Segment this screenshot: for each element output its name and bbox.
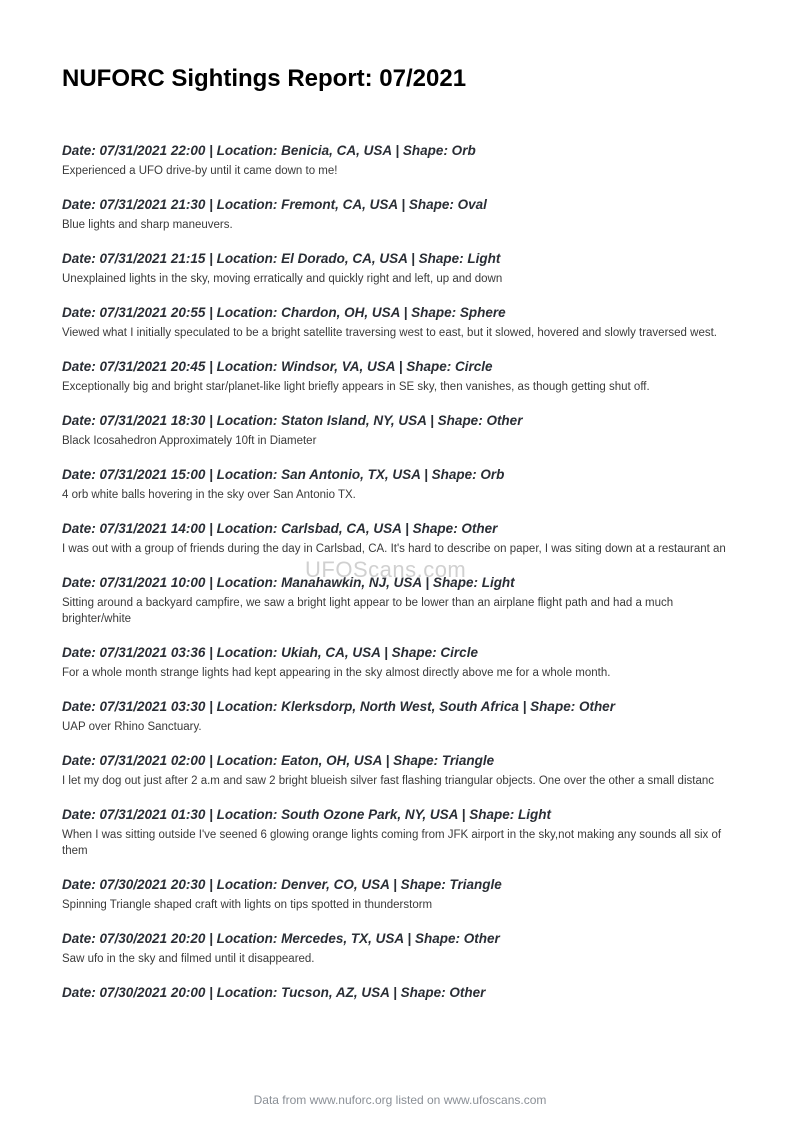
entry-description: Viewed what I initially speculated to be a bright satellite traversing west to east, but it slowed, hovered and slowly traversed west. — [62, 327, 717, 339]
page-footer: Data from www.nuforc.org listed on www.ufoscans.com — [253, 1093, 547, 1107]
entry-header: Date: 07/30/2021 20:20 | Location: Mercedes, TX, USA | Shape: Other — [62, 931, 500, 946]
entry-header: Date: 07/31/2021 18:30 | Location: Staton Island, NY, USA | Shape: Other — [62, 413, 523, 428]
entry-header: Date: 07/31/2021 01:30 | Location: South Ozone Park, NY, USA | Shape: Light — [62, 807, 551, 822]
entry-description: When I was sitting outside I've seened 6 glowing orange lights coming from JFK airport in the sky,not making any sounds all six of them — [62, 829, 722, 857]
list-item — [62, 412, 738, 449]
list-item — [62, 304, 738, 341]
entry-header: Date: 07/31/2021 21:30 | Location: Fremont, CA, USA | Shape: Oval — [62, 197, 487, 212]
entry-description: I was out with a group of friends during the day in Carlsbad, CA. It's hard to describe on paper, I was siting down at a restaurant an — [62, 543, 726, 555]
entry-description: 4 orb white balls hovering in the sky over San Antonio TX. — [62, 489, 356, 501]
list-item — [62, 358, 738, 395]
sightings-list — [62, 142, 738, 1019]
list-item — [62, 876, 738, 913]
list-item — [62, 644, 738, 681]
list-item — [62, 752, 738, 789]
entry-description: Unexplained lights in the sky, moving erratically and quickly right and left, up and down — [62, 273, 503, 285]
entry-header: Date: 07/31/2021 21:15 | Location: El Dorado, CA, USA | Shape: Light — [62, 251, 501, 266]
entry-description: Saw ufo in the sky and filmed until it disappeared. — [62, 953, 315, 965]
entry-description: UAP over Rhino Sanctuary. — [62, 721, 202, 733]
entry-description: Experienced a UFO drive-by until it came down to me! — [62, 165, 338, 177]
entry-header: Date: 07/30/2021 20:30 | Location: Denver, CO, USA | Shape: Triangle — [62, 877, 502, 892]
entry-description: Blue lights and sharp maneuvers. — [62, 219, 233, 231]
list-item — [62, 520, 738, 557]
entry-header: Date: 07/31/2021 15:00 | Location: San Antonio, TX, USA | Shape: Orb — [62, 467, 505, 482]
entry-description: Spinning Triangle shaped craft with lights on tips spotted in thunderstorm — [62, 899, 433, 911]
entry-header: Date: 07/31/2021 22:00 | Location: Benicia, CA, USA | Shape: Orb — [62, 143, 476, 158]
entry-header: Date: 07/31/2021 02:00 | Location: Eaton, OH, USA | Shape: Triangle — [62, 753, 495, 768]
entry-header: Date: 07/31/2021 10:00 | Location: Manahawkin, NJ, USA | Shape: Light — [62, 575, 515, 590]
list-item — [62, 250, 738, 287]
list-item — [62, 142, 738, 179]
entry-description: I let my dog out just after 2 a.m and saw 2 bright blueish silver fast flashing triangular objects. One over the other a small distanc — [62, 775, 714, 787]
list-item — [62, 574, 738, 627]
entry-description: Sitting around a backyard campfire, we saw a bright light appear to be lower than an airplane flight path and had a much brighter/white — [62, 597, 674, 625]
entry-description: Black Icosahedron Approximately 10ft in Diameter — [62, 435, 317, 447]
list-item — [62, 984, 738, 1002]
list-item — [62, 698, 738, 735]
entry-header: Date: 07/31/2021 20:45 | Location: Windsor, VA, USA | Shape: Circle — [62, 359, 493, 374]
entry-header: Date: 07/31/2021 03:36 | Location: Ukiah, CA, USA | Shape: Circle — [62, 645, 478, 660]
entry-header: Date: 07/31/2021 20:55 | Location: Chardon, OH, USA | Shape: Sphere — [62, 305, 506, 320]
list-item — [62, 466, 738, 503]
entry-header: Date: 07/31/2021 14:00 | Location: Carlsbad, CA, USA | Shape: Other — [62, 521, 498, 536]
list-item — [62, 806, 738, 859]
page-title: NUFORC Sightings Report: 07/2021 — [62, 65, 467, 92]
list-item — [62, 930, 738, 967]
entry-header: Date: 07/31/2021 03:30 | Location: Klerksdorp, North West, South Africa | Shape: Other — [62, 699, 615, 714]
list-item — [62, 196, 738, 233]
entry-description: Exceptionally big and bright star/planet-like light briefly appears in SE sky, then vanishes, as though getting shut off. — [62, 381, 650, 393]
entry-description: For a whole month strange lights had kept appearing in the sky almost directly above me for a whole month. — [62, 667, 611, 679]
watermark: UFOScans.com — [305, 557, 467, 582]
entry-header: Date: 07/30/2021 20:00 | Location: Tucson, AZ, USA | Shape: Other — [62, 985, 486, 1000]
